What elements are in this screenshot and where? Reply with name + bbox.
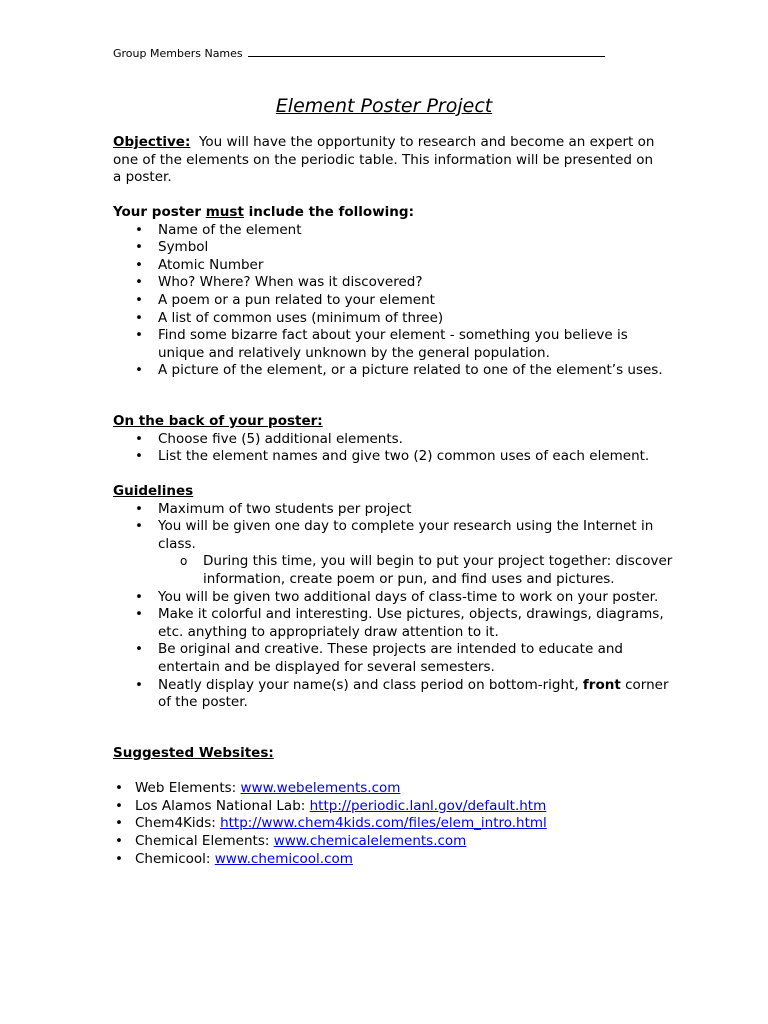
website-link[interactable]: www.webelements.com xyxy=(240,780,401,797)
list-item-text-bold: front xyxy=(582,676,621,693)
guidelines-list xyxy=(113,501,673,712)
list-item xyxy=(113,833,673,851)
list-item: • A poem or a pun related to your element xyxy=(113,292,673,310)
list-item xyxy=(113,815,673,833)
back-of-poster-section xyxy=(113,413,673,466)
website-label: Chemicool: xyxy=(135,850,215,867)
back-list xyxy=(113,431,673,466)
list-item: • Name of the element xyxy=(113,222,673,240)
list-item: • Symbol xyxy=(113,239,673,257)
website-link[interactable]: http://periodic.lanl.gov/default.htm xyxy=(309,797,547,814)
requirements-heading xyxy=(113,204,673,222)
group-members-blank-line[interactable] xyxy=(248,46,605,57)
requirements-heading-post: include the following: xyxy=(243,204,414,220)
requirements-heading-pre: Your poster xyxy=(113,204,206,220)
list-item xyxy=(113,518,673,588)
back-heading: On the back of your poster: xyxy=(113,413,323,429)
list-item-text: You will be given one day to complete your research using the Internet in class. xyxy=(158,518,654,552)
websites-heading: Suggested Websites: xyxy=(113,745,274,761)
guidelines-sublist xyxy=(158,553,673,588)
list-item-text-pre: Neatly display your name(s) and class period on bottom-right, xyxy=(158,676,583,693)
requirements-heading-must: must xyxy=(205,204,244,220)
website-link[interactable]: www.chemicool.com xyxy=(214,850,353,867)
guidelines-heading: Guidelines xyxy=(113,483,194,499)
objective-text: You will have the opportunity to research and become an expert on one of the elements on the periodic table. This information will be presented on a poster. xyxy=(113,134,655,186)
websites-list xyxy=(113,780,673,868)
guidelines-section xyxy=(113,483,673,712)
list-item: • You will be given two additional days of class-time to work on your poster. xyxy=(113,589,673,607)
list-item xyxy=(113,780,673,798)
group-members-label: Group Members Names xyxy=(113,47,243,60)
requirements-list xyxy=(113,222,673,380)
list-item-text-post: corner of the poster. xyxy=(158,676,669,711)
group-members-header xyxy=(113,46,605,61)
website-label: Web Elements: xyxy=(135,780,241,797)
objective-label: Objective: xyxy=(113,134,191,150)
list-item: • A picture of the element, or a picture related to one of the element’s uses. xyxy=(113,362,673,380)
website-label: Chem4Kids: xyxy=(135,815,221,832)
list-item: • Atomic Number xyxy=(113,257,673,275)
list-item xyxy=(113,677,673,712)
objective-paragraph xyxy=(113,134,658,187)
list-item xyxy=(113,798,673,816)
list-item: • Who? Where? When was it discovered? xyxy=(113,274,673,292)
website-label: Los Alamos National Lab: xyxy=(135,797,310,814)
list-item xyxy=(113,851,673,869)
list-item: • A list of common uses (minimum of three) xyxy=(113,310,673,328)
website-label: Chemical Elements: xyxy=(135,832,274,849)
list-item: • Be original and creative. These projects are intended to educate and entertain and be displayed for several semesters. xyxy=(113,641,673,676)
list-item: • List the element names and give two (2) common uses of each element. xyxy=(113,448,673,466)
sub-list-item: o During this time, you will begin to put your project together: discover information, create poem or pun, and find uses and pictures. xyxy=(158,553,673,588)
website-link[interactable]: http://www.chem4kids.com/files/elem_intro.html xyxy=(220,815,547,832)
website-link[interactable]: www.chemicalelements.com xyxy=(273,832,467,849)
list-item: • Choose five (5) additional elements. xyxy=(113,431,673,449)
list-item: • Find some bizarre fact about your element - something you believe is unique and relatively unknown by the general population. xyxy=(113,327,673,362)
document-title: Element Poster Project xyxy=(275,95,493,117)
list-item: • Maximum of two students per project xyxy=(113,501,673,519)
requirements-section xyxy=(113,204,673,380)
list-item: • Make it colorful and interesting. Use pictures, objects, drawings, diagrams, etc. anything to appropriately draw attention to it. xyxy=(113,606,673,641)
websites-section xyxy=(113,745,673,868)
